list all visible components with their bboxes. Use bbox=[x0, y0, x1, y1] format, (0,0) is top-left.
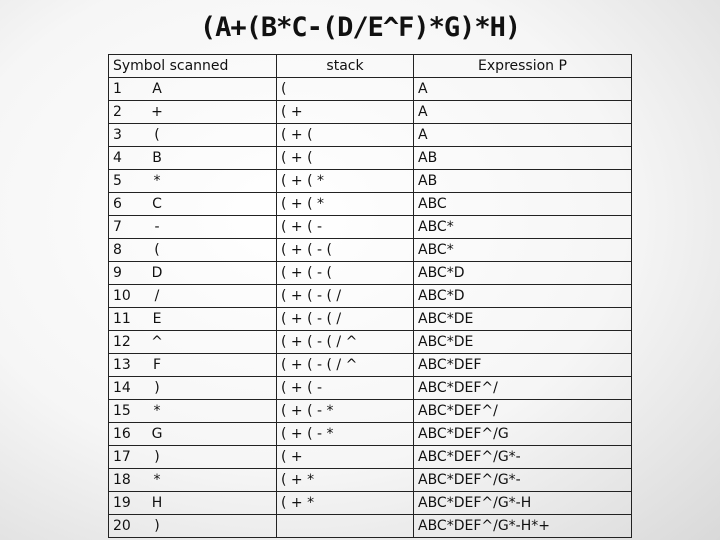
table-row bbox=[109, 308, 632, 331]
symbol-cell bbox=[109, 400, 277, 423]
stack-cell: ( + ( - bbox=[277, 216, 414, 239]
expression-cell: ABC*DEF^/ bbox=[414, 400, 632, 423]
stack-cell: ( + ( - ( / ^ bbox=[277, 331, 414, 354]
scanned-symbol: ) bbox=[154, 518, 160, 534]
expression-cell: ABC*DEF^/G bbox=[414, 423, 632, 446]
table-row bbox=[109, 285, 632, 308]
symbol-cell bbox=[109, 285, 277, 308]
expression-cell: ABC bbox=[414, 193, 632, 216]
table-row bbox=[109, 469, 632, 492]
symbol-cell bbox=[109, 170, 277, 193]
table-row bbox=[109, 216, 632, 239]
table-row bbox=[109, 331, 632, 354]
stack-cell: ( + * bbox=[277, 492, 414, 515]
symbol-cell bbox=[109, 354, 277, 377]
symbol-cell bbox=[109, 78, 277, 101]
step-number: 17 bbox=[113, 449, 131, 465]
stack-cell: ( + bbox=[277, 101, 414, 124]
stack-cell: ( + * bbox=[277, 469, 414, 492]
symbol-cell bbox=[109, 492, 277, 515]
symbol-cell bbox=[109, 193, 277, 216]
expression-cell: ABC* bbox=[414, 239, 632, 262]
expression-cell: ABC*DEF^/G*- bbox=[414, 446, 632, 469]
scanned-symbol: ( bbox=[154, 242, 160, 258]
symbol-cell bbox=[109, 469, 277, 492]
step-number: 8 bbox=[113, 242, 122, 258]
symbol-cell bbox=[109, 515, 277, 538]
expression-cell: ABC*DE bbox=[414, 308, 632, 331]
scanned-symbol: B bbox=[152, 150, 162, 166]
stack-cell: ( + ( - ( bbox=[277, 239, 414, 262]
stack-cell: ( + ( bbox=[277, 124, 414, 147]
scanned-symbol: ( bbox=[154, 127, 160, 143]
expression-cell: AB bbox=[414, 147, 632, 170]
expression-cell: A bbox=[414, 78, 632, 101]
symbol-cell bbox=[109, 101, 277, 124]
conversion-table bbox=[108, 54, 632, 538]
expression-cell: AB bbox=[414, 170, 632, 193]
expression-cell: ABC*DEF^/G*- bbox=[414, 469, 632, 492]
scanned-symbol: E bbox=[152, 311, 162, 327]
table-row bbox=[109, 446, 632, 469]
step-number: 12 bbox=[113, 334, 131, 350]
scanned-symbol: H bbox=[151, 495, 163, 511]
step-number: 5 bbox=[113, 173, 122, 189]
scanned-symbol: * bbox=[153, 403, 161, 419]
stack-cell: ( + ( - ( bbox=[277, 262, 414, 285]
scanned-symbol: F bbox=[152, 357, 162, 373]
symbol-cell bbox=[109, 124, 277, 147]
step-number: 3 bbox=[113, 127, 122, 143]
step-number: 10 bbox=[113, 288, 131, 304]
table-row bbox=[109, 262, 632, 285]
stack-cell: ( + bbox=[277, 446, 414, 469]
header-stack: stack bbox=[277, 55, 414, 78]
table-row bbox=[109, 239, 632, 262]
step-number: 18 bbox=[113, 472, 131, 488]
symbol-cell bbox=[109, 331, 277, 354]
expression-cell: A bbox=[414, 124, 632, 147]
step-number: 2 bbox=[113, 104, 122, 120]
step-number: 7 bbox=[113, 219, 122, 235]
header-symbol-scanned: Symbol scanned bbox=[109, 55, 277, 78]
step-number: 15 bbox=[113, 403, 131, 419]
table-row bbox=[109, 515, 632, 538]
expression-cell: ABC*DEF bbox=[414, 354, 632, 377]
table-row bbox=[109, 193, 632, 216]
expression-cell: ABC* bbox=[414, 216, 632, 239]
step-number: 14 bbox=[113, 380, 131, 396]
expression-cell: ABC*DE bbox=[414, 331, 632, 354]
stack-cell: ( bbox=[277, 78, 414, 101]
table-row bbox=[109, 170, 632, 193]
stack-cell: ( + ( - * bbox=[277, 423, 414, 446]
stack-cell: ( + ( * bbox=[277, 170, 414, 193]
step-number: 4 bbox=[113, 150, 122, 166]
table-row bbox=[109, 78, 632, 101]
expression-cell: ABC*DEF^/G*-H bbox=[414, 492, 632, 515]
symbol-cell bbox=[109, 423, 277, 446]
step-number: 19 bbox=[113, 495, 131, 511]
expression-cell: ABC*DEF^/ bbox=[414, 377, 632, 400]
header-expression: Expression P bbox=[414, 55, 632, 78]
step-number: 1 bbox=[113, 81, 122, 97]
scanned-symbol: ) bbox=[154, 449, 160, 465]
scanned-symbol: D bbox=[151, 265, 163, 281]
table-row bbox=[109, 377, 632, 400]
symbol-cell bbox=[109, 262, 277, 285]
stack-cell bbox=[277, 515, 414, 538]
table-row bbox=[109, 400, 632, 423]
stack-cell: ( + ( - * bbox=[277, 400, 414, 423]
scanned-symbol: / bbox=[154, 288, 160, 304]
symbol-cell bbox=[109, 216, 277, 239]
step-number: 9 bbox=[113, 265, 122, 281]
step-number: 11 bbox=[113, 311, 131, 327]
scanned-symbol: A bbox=[152, 81, 162, 97]
step-number: 6 bbox=[113, 196, 122, 212]
stack-cell: ( + ( * bbox=[277, 193, 414, 216]
table-row bbox=[109, 147, 632, 170]
header-row bbox=[109, 55, 632, 78]
table-row bbox=[109, 354, 632, 377]
table-row bbox=[109, 101, 632, 124]
stack-cell: ( + ( - ( / bbox=[277, 308, 414, 331]
stack-cell: ( + ( - ( / bbox=[277, 285, 414, 308]
scanned-symbol: G bbox=[151, 426, 163, 442]
expression-cell: ABC*D bbox=[414, 285, 632, 308]
step-number: 20 bbox=[113, 518, 131, 534]
scanned-symbol: C bbox=[152, 196, 162, 212]
stack-cell: ( + ( - bbox=[277, 377, 414, 400]
expression-cell: A bbox=[414, 101, 632, 124]
step-number: 16 bbox=[113, 426, 131, 442]
scanned-symbol: ) bbox=[154, 380, 160, 396]
step-number: 13 bbox=[113, 357, 131, 373]
symbol-cell bbox=[109, 147, 277, 170]
scanned-symbol: * bbox=[153, 173, 161, 189]
table-row bbox=[109, 423, 632, 446]
stack-cell: ( + ( - ( / ^ bbox=[277, 354, 414, 377]
stack-cell: ( + ( bbox=[277, 147, 414, 170]
symbol-cell bbox=[109, 239, 277, 262]
scanned-symbol: * bbox=[153, 472, 161, 488]
symbol-cell bbox=[109, 377, 277, 400]
table-row bbox=[109, 124, 632, 147]
slide-title: (A+(B*C-(D/E^F)*G)*H) bbox=[199, 12, 521, 43]
scanned-symbol: - bbox=[154, 219, 160, 235]
scanned-symbol: + bbox=[151, 104, 163, 120]
table-row bbox=[109, 492, 632, 515]
scanned-symbol: ^ bbox=[151, 334, 163, 350]
expression-cell: ABC*D bbox=[414, 262, 632, 285]
symbol-cell bbox=[109, 446, 277, 469]
symbol-cell bbox=[109, 308, 277, 331]
expression-cell: ABC*DEF^/G*-H*+ bbox=[414, 515, 632, 538]
